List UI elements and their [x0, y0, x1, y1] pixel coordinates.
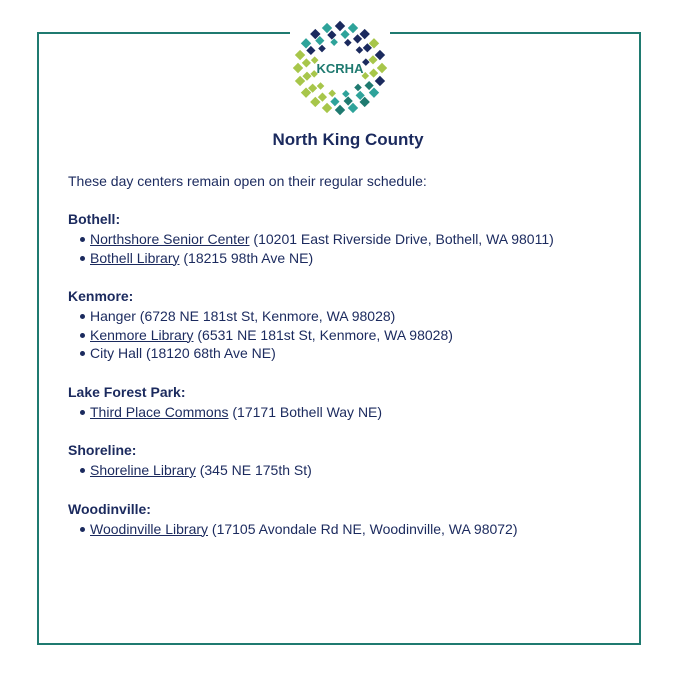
kcrha-logo [290, 18, 390, 118]
center-address: (17171 Bothell Way NE) [228, 403, 383, 420]
logo-diamond [302, 58, 311, 67]
logo-text: KCRHA [316, 61, 364, 76]
logo-diamond [354, 84, 362, 92]
logo-diamond [293, 63, 303, 73]
list-item [80, 461, 628, 480]
city-section [68, 500, 628, 539]
logo-diamond [318, 93, 327, 102]
list-item [80, 230, 628, 249]
center-list [68, 230, 628, 267]
logo-diamond [368, 55, 377, 64]
center-list [68, 403, 628, 422]
center-list [68, 520, 628, 539]
center-address: (18120 68th Ave NE) [142, 345, 276, 361]
logo-diamond [356, 46, 364, 54]
logo-diamond [369, 68, 378, 77]
city-name: Shoreline: [68, 442, 137, 458]
logo-diamond [302, 72, 311, 81]
logo-diamond [310, 97, 320, 107]
list-item [80, 344, 628, 363]
city-name: Kenmore: [68, 288, 134, 304]
page-title: North King County [272, 130, 424, 149]
main-content [68, 128, 628, 538]
logo-diamond [344, 96, 353, 105]
center-link[interactable]: Woodinville Library [90, 520, 209, 537]
city-list [68, 210, 628, 538]
center-list [68, 461, 628, 480]
city-section [68, 441, 628, 480]
logo-diamond [327, 30, 336, 39]
logo-diamond [318, 45, 326, 53]
logo-diamond [295, 50, 305, 60]
logo-diamond [328, 90, 336, 98]
kcrha-logo-icon [290, 18, 390, 118]
logo-diamond [340, 30, 349, 39]
center-list [68, 307, 628, 363]
logo-diamond [330, 97, 339, 106]
center-link[interactable]: Northshore Senior Center [90, 231, 250, 247]
center-link[interactable]: Kenmore Library [90, 326, 194, 343]
center-address: (10201 East Riverside Drive, Bothell, WA 98011) [249, 231, 554, 247]
city-section [68, 287, 628, 363]
logo-diamond [322, 103, 332, 113]
logo-diamond [359, 29, 369, 39]
city-section [68, 383, 628, 422]
logo-diamond [301, 38, 311, 48]
logo-diamond [342, 90, 350, 98]
center-name: Hanger [90, 308, 136, 324]
list-item [80, 403, 628, 422]
logo-diamond [348, 23, 358, 33]
center-address: (18215 98th Ave NE) [179, 249, 314, 266]
logo-diamond [377, 63, 387, 73]
center-address: (17105 Avondale Rd NE, Woodinville, WA 98072) [208, 520, 518, 537]
center-link[interactable]: Third Place Commons [90, 403, 229, 420]
list-item [80, 249, 628, 268]
center-address: (6531 NE 181st St, Kenmore, WA 98028) [193, 326, 453, 343]
city-section [68, 210, 628, 267]
logo-diamond [335, 21, 345, 31]
center-name: City Hall [90, 345, 143, 361]
center-address: (6728 NE 181st St, Kenmore, WA 98028) [135, 308, 396, 324]
city-name: Woodinville: [68, 500, 151, 517]
logo-diamond [330, 38, 338, 46]
logo-diamond [365, 81, 374, 90]
city-name: Lake Forest Park: [68, 383, 186, 400]
logo-diamond [306, 46, 315, 55]
city-name: Bothell: [68, 211, 121, 227]
center-address: (345 NE 175th St) [195, 462, 312, 478]
center-link[interactable]: Shoreline Library [90, 462, 196, 478]
logo-diamond [375, 76, 385, 86]
list-item [80, 326, 628, 345]
logo-diamond [353, 34, 362, 43]
list-item [80, 307, 628, 326]
intro-text: These day centers remain open on their regular schedule: [68, 173, 427, 189]
center-link[interactable]: Bothell Library [90, 249, 180, 266]
logo-diamond [317, 82, 325, 90]
logo-diamond [335, 105, 345, 115]
logo-diamond [369, 87, 379, 97]
list-item [80, 520, 628, 539]
logo-diamond [344, 39, 352, 47]
